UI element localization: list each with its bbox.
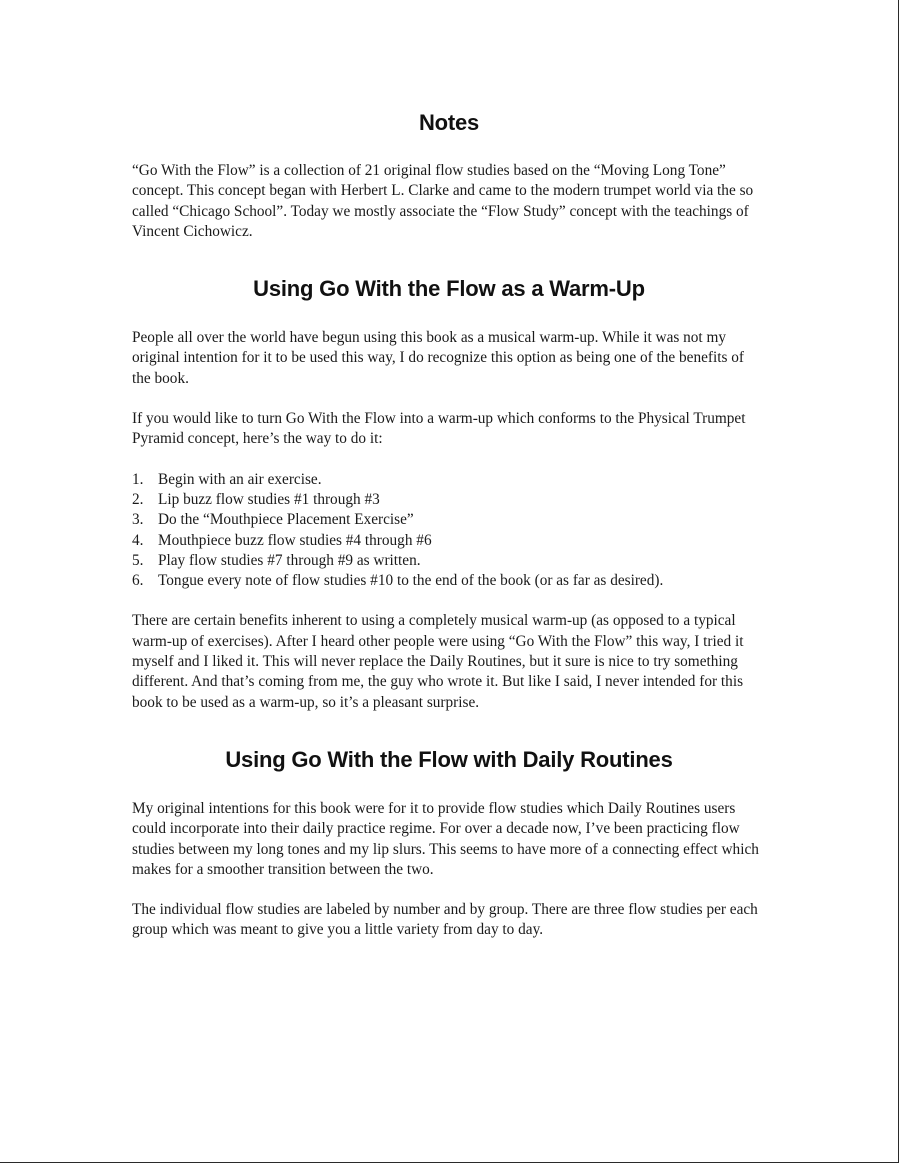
intro-paragraph: “Go With the Flow” is a collection of 21 original flow studies based on the “Moving Long Tone” concept. This concept began with Herbert L. Clarke and came to the modern trumpet world via the so called “Chicago School”. Today we mostly associate the “Flow Study” concept with the teachings of Vincent Cichowicz. xyxy=(132,162,754,240)
page-title: Notes xyxy=(418,110,480,135)
list-item-number: 6. xyxy=(132,572,144,590)
list-item xyxy=(132,510,766,530)
warmup-steps-list xyxy=(132,470,766,592)
list-item-number: 2. xyxy=(132,490,144,508)
list-item-text: Lip buzz flow studies #1 through #3 xyxy=(158,490,380,508)
page-content xyxy=(132,106,766,961)
warmup-paragraph-1: People all over the world have begun using this book as a musical warm-up. While it was not my original intention for it to be used this way, I do recognize this option as being one of the benefits of the book. xyxy=(132,329,745,387)
list-item-text: Do the “Mouthpiece Placement Exercise” xyxy=(158,511,414,529)
list-item xyxy=(132,551,766,571)
list-item xyxy=(132,571,766,591)
list-item xyxy=(132,470,766,490)
list-item-number: 1. xyxy=(132,470,144,488)
list-item-text: Tongue every note of flow studies #10 to the end of the book (or as far as desired). xyxy=(158,572,664,590)
daily-routines-paragraph-1: My original intentions for this book were for it to provide flow studies which Daily Routines users could incorporate into their daily practice regime. For over a decade now, I’ve been practicing flow studies between my long tones and my lip slurs. This seems to have more of a connecting effect which makes for a smoother transition between the two. xyxy=(132,799,759,878)
warmup-paragraph-2: If you would like to turn Go With the Flow into a warm-up which conforms to the Physical Trumpet Pyramid concept, here’s the way to do it: xyxy=(132,410,746,448)
list-item-text: Begin with an air exercise. xyxy=(158,470,322,488)
list-item-number: 3. xyxy=(132,511,144,529)
daily-routines-section-heading: Using Go With the Flow with Daily Routines xyxy=(225,746,673,772)
list-item-text: Play flow studies #7 through #9 as written. xyxy=(158,551,421,569)
list-item xyxy=(132,531,766,551)
daily-routines-paragraph-2: The individual flow studies are labeled by number and by group. There are three flow studies per each group which was meant to give you a little variety from day to day. xyxy=(132,901,758,939)
list-item-number: 4. xyxy=(132,531,144,549)
list-item xyxy=(132,490,766,510)
warmup-paragraph-3: There are certain benefits inherent to using a completely musical warm-up (as opposed to a typical warm-up of exercises). After I heard other people were using “Go With the Flow” this way, I tried it myself and I liked it. This will never replace the Daily Routines, but it sure is nice to try something different. And that’s coming from me, the guy who wrote it. But like I said, I never intended for this book to be used as a warm-up, so it’s a pleasant surprise. xyxy=(132,612,744,711)
warmup-section-heading: Using Go With the Flow as a Warm-Up xyxy=(253,276,645,302)
list-item-text: Mouthpiece buzz flow studies #4 through #6 xyxy=(158,531,432,549)
list-item-number: 5. xyxy=(132,551,144,569)
